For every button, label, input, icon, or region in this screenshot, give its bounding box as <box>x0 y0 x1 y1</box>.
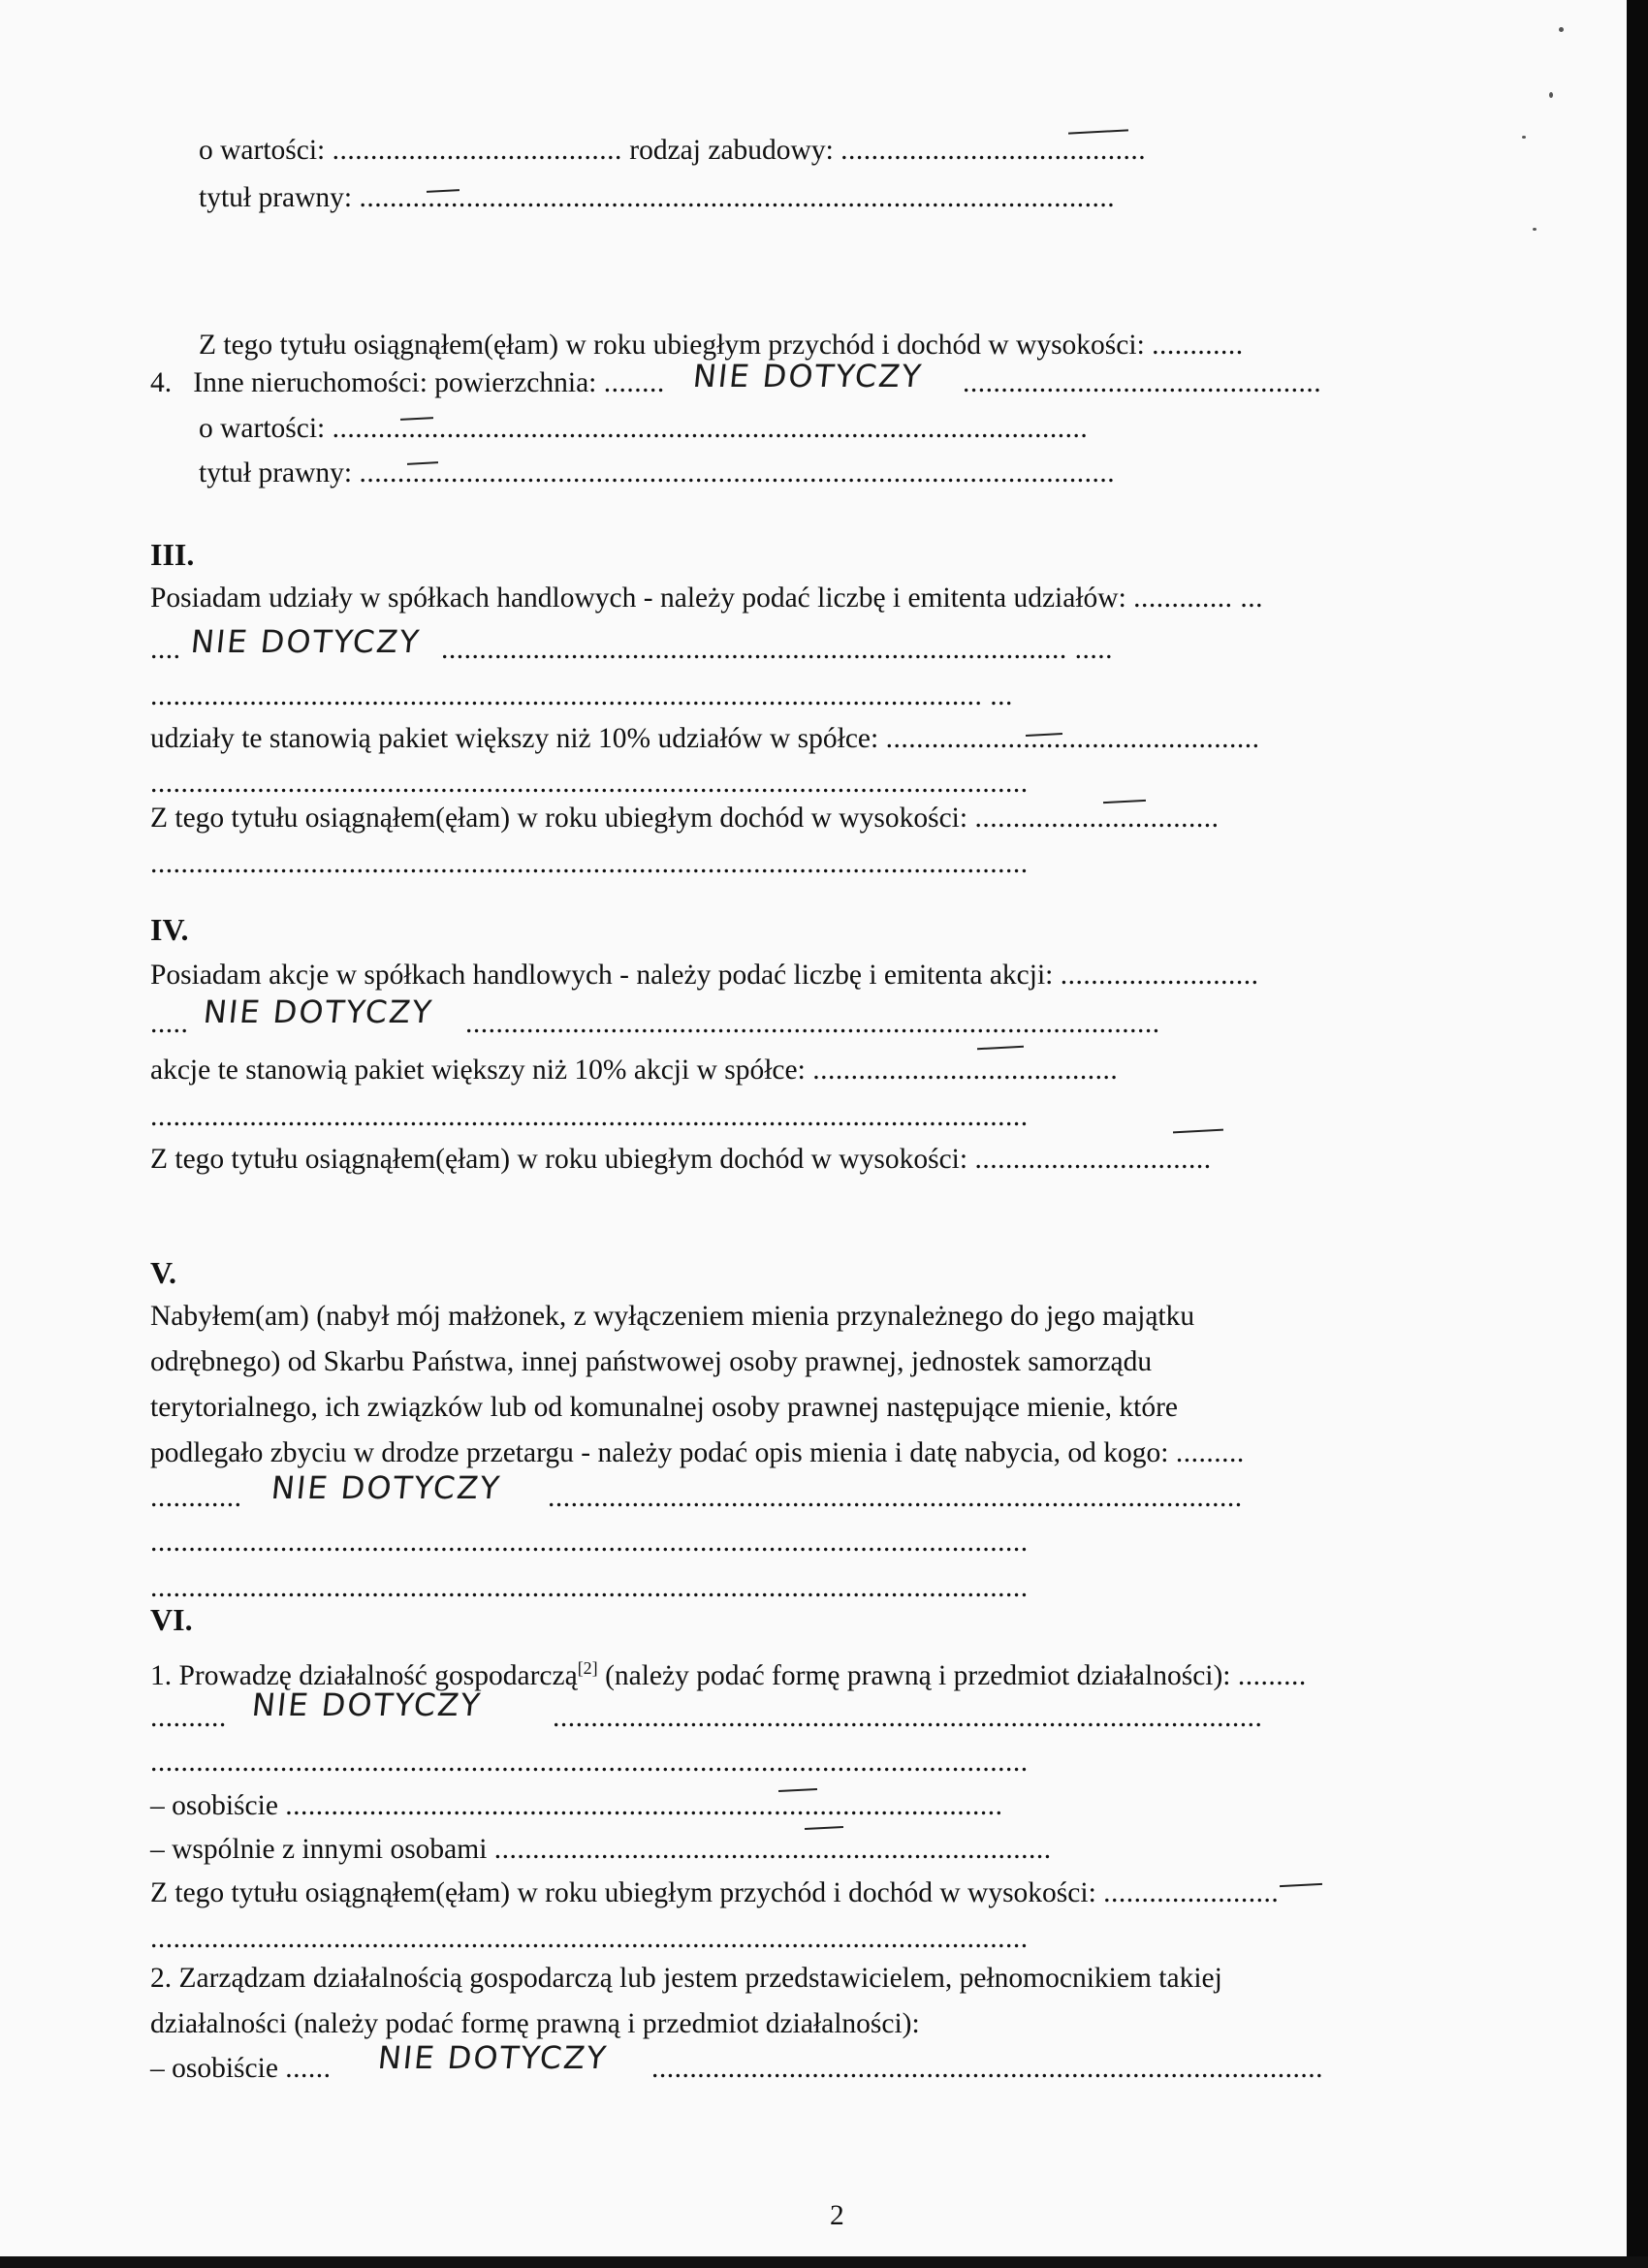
handwritten-dash <box>1280 1883 1322 1887</box>
business-joint-label: – wspólnie z innymi osobami <box>150 1834 488 1865</box>
dotted-fill: ........................................................................................ <box>651 2053 1323 2084</box>
business-answer-line-tail <box>553 1700 1262 1735</box>
business-income-label: Z tego tytułu osiągnąłem(ęłam) w roku ubiegłym przychód i dochód w wysokości: <box>150 1877 1096 1908</box>
dotted-fill: ..... <box>150 1008 189 1039</box>
acquisition-answer-line-tail <box>548 1480 1243 1515</box>
footnote-ref: [2] <box>577 1658 598 1678</box>
dotted-fill: ................................ <box>974 803 1220 834</box>
acquisition-text-3: terytorialnego, ich związków lub od komunalnej osoby prawnej następujące mienie, które <box>150 1392 1179 1423</box>
shares-package-line <box>150 721 1259 756</box>
stock-package-line <box>150 1053 1118 1087</box>
management-personal-line-tail <box>651 2051 1323 2086</box>
dotted-fill: ................................................................................................................... <box>150 848 1029 879</box>
building-type-label: rodzaj zabudowy: <box>629 135 834 166</box>
scan-edge-bottom <box>0 2256 1648 2268</box>
legal-title-label: tytuł prawny: <box>199 457 353 488</box>
management-personal-line <box>150 2051 332 2086</box>
dotted-fill: ......... <box>1237 1659 1307 1691</box>
stock-answer-line-tail <box>465 1006 1160 1041</box>
dotted-fill: ............................................................................................................. ... <box>150 680 1013 711</box>
business-label: 1. Prowadzę działalność gospodarczą <box>150 1659 578 1691</box>
income-label: Z tego tytułu osiągnąłem(ęłam) w roku ubiegłym przychód i dochód w wysokości: <box>199 330 1145 361</box>
dotted-fill: ................................................. <box>885 723 1260 754</box>
business-personal-label: – osobiście <box>150 1790 278 1821</box>
page-number: 2 <box>830 2200 844 2231</box>
handwritten-not-applicable: NIE DOTYCZY <box>250 1686 484 1723</box>
scan-speck <box>1533 228 1537 231</box>
acquisition-text-4 <box>150 1435 1245 1470</box>
property-value-line <box>199 133 1146 168</box>
shares-line <box>150 581 1263 615</box>
stock-answer-line <box>150 1006 188 1041</box>
legal-title-line <box>199 180 1115 215</box>
management-text-1: 2. Zarządzam działalnością gospodarczą lub jestem przedstawicielem, pełnomocnikiem takiej <box>150 1963 1222 1994</box>
shares-income-label: Z tego tytułu osiągnąłem(ęłam) w roku ubiegłym dochód w wysokości: <box>150 803 968 834</box>
dotted-fill: ............................................................................................. <box>553 1702 1263 1733</box>
handwritten-dash <box>805 1826 843 1830</box>
section-heading-vi: VI. <box>150 1602 193 1637</box>
dotted-fill: ................................................................................................... <box>359 182 1116 213</box>
stock-label: Posiadam akcje w spółkach handlowych - należy podać liczbę i emitenta akcji: <box>150 960 1054 991</box>
shares-answer-line-tail <box>441 632 1113 667</box>
dotted-fill: ........................................................................................... <box>465 1008 1160 1039</box>
dotted-fill: ............ <box>1152 330 1244 361</box>
dotted-fill: ................................................................................................... <box>359 457 1116 488</box>
other-property-title-line <box>199 456 1115 490</box>
dotted-fill: ................................................................................................... <box>332 413 1089 444</box>
business-joint-line <box>150 1832 1052 1867</box>
dotted-fill: ............ <box>150 1482 242 1513</box>
acquisition-text-2: odrębnego) od Skarbu Państwa, innej państwowej osoby prawnej, jednostek samorządu <box>150 1346 1153 1377</box>
handwritten-dash <box>1173 1129 1223 1134</box>
section-heading-iii: III. <box>150 537 195 572</box>
property-value-label: o wartości: <box>199 413 326 444</box>
business-answer-line <box>150 1700 227 1735</box>
acquisition-text-1: Nabyłem(am) (nabył mój małżonek, z wyłączeniem mienia przynależnego do jego majątku <box>150 1301 1195 1332</box>
stock-income-line <box>150 1142 1212 1177</box>
scan-speck <box>1522 136 1526 139</box>
dotted-fill: ........................................................................................... <box>548 1482 1243 1513</box>
other-property-line <box>150 365 665 400</box>
business-blank-line <box>150 1745 1029 1780</box>
acquisition-text-4-label: podlegało zbyciu w drodze przetargu - należy podać opis mienia i datę nabycia, od kogo: <box>150 1437 1169 1468</box>
handwritten-not-applicable: NIE DOTYCZY <box>269 1469 503 1506</box>
dotted-fill: ........................................ <box>812 1055 1119 1086</box>
dotted-fill: ................................................................................................................... <box>150 1923 1029 1954</box>
item-number: 4. <box>150 367 173 398</box>
dotted-fill: ................................................................................................................... <box>150 1747 1029 1778</box>
business-label-note: (należy podać formę prawną i przedmiot działalności): <box>605 1659 1231 1691</box>
dotted-fill: ....................... <box>1103 1877 1280 1908</box>
dotted-fill: .... <box>150 634 181 665</box>
dotted-fill: ......................................................................... <box>493 1834 1052 1865</box>
shares-income-blank-line <box>150 846 1029 881</box>
dotted-fill: ...... <box>285 2053 332 2084</box>
dotted-fill: .................................................................................. ..... <box>441 634 1113 665</box>
dotted-fill: ................................................................................................................... <box>150 768 1029 799</box>
stock-income-label: Z tego tytułu osiągnąłem(ęłam) w roku ubiegłym dochód w wysokości: <box>150 1144 968 1175</box>
dotted-fill: ........................................ <box>840 135 1147 166</box>
shares-package-blank-line <box>150 766 1029 801</box>
dotted-fill: ................................................................................................................... <box>150 1527 1029 1558</box>
stock-package-blank-line <box>150 1099 1029 1134</box>
dotted-fill: ............. ... <box>1133 583 1264 614</box>
dotted-fill: ................................................................................................................... <box>150 1572 1029 1603</box>
management-text-2: działalności (należy podać formę prawną i przedmiot działalności): <box>150 2008 920 2039</box>
handwritten-not-applicable: NIE DOTYCZY <box>691 358 925 394</box>
stock-line <box>150 958 1259 992</box>
section-heading-v: V. <box>150 1255 176 1290</box>
shares-income-line <box>150 801 1219 835</box>
legal-title-label: tytuł prawny: <box>199 182 353 213</box>
section-heading-iv: IV. <box>150 912 189 947</box>
acquisition-blank-line <box>150 1570 1029 1605</box>
acquisition-blank-line <box>150 1525 1029 1559</box>
dotted-fill: ......... <box>1175 1437 1245 1468</box>
shares-blank-line <box>150 678 1013 713</box>
other-property-value-line <box>199 411 1088 446</box>
dotted-fill: ............................... <box>974 1144 1212 1175</box>
acquisition-answer-line <box>150 1480 242 1515</box>
handwritten-not-applicable: NIE DOTYCZY <box>202 993 435 1030</box>
other-property-line-tail <box>963 365 1321 400</box>
business-income-blank-line <box>150 1921 1029 1956</box>
business-personal-line <box>150 1788 1003 1823</box>
business-income-line <box>150 1875 1279 1910</box>
dotted-fill: .......................... <box>1060 960 1259 991</box>
scan-edge-right <box>1627 0 1648 2268</box>
stock-package-label: akcje te stanowią pakiet większy niż 10% akcji w spółce: <box>150 1055 806 1086</box>
shares-answer-line <box>150 632 181 667</box>
handwritten-not-applicable: NIE DOTYCZY <box>376 2039 610 2076</box>
dotted-fill: ................................................................................................................... <box>150 1101 1029 1132</box>
dotted-fill: ...................................... <box>332 135 622 166</box>
management-personal-label: – osobiście <box>150 2053 278 2084</box>
dotted-fill: .......... <box>150 1702 227 1733</box>
property-value-label: o wartości: <box>199 135 326 166</box>
scan-speck <box>1549 92 1553 98</box>
other-property-label: Inne nieruchomości: powierzchnia: <box>193 367 597 398</box>
handwritten-dash <box>977 1046 1024 1051</box>
dotted-fill: ........ <box>603 367 665 398</box>
handwritten-not-applicable: NIE DOTYCZY <box>189 623 423 660</box>
shares-label: Posiadam udziały w spółkach handlowych - należy podać liczbę i emitenta udziałów: <box>150 583 1126 614</box>
dotted-fill: .............................................................................................. <box>285 1790 1003 1821</box>
scan-speck <box>1559 27 1564 32</box>
shares-package-label: udziały te stanowią pakiet większy niż 10% udziałów w spółce: <box>150 723 879 754</box>
dotted-fill: ............................................... <box>963 367 1322 398</box>
